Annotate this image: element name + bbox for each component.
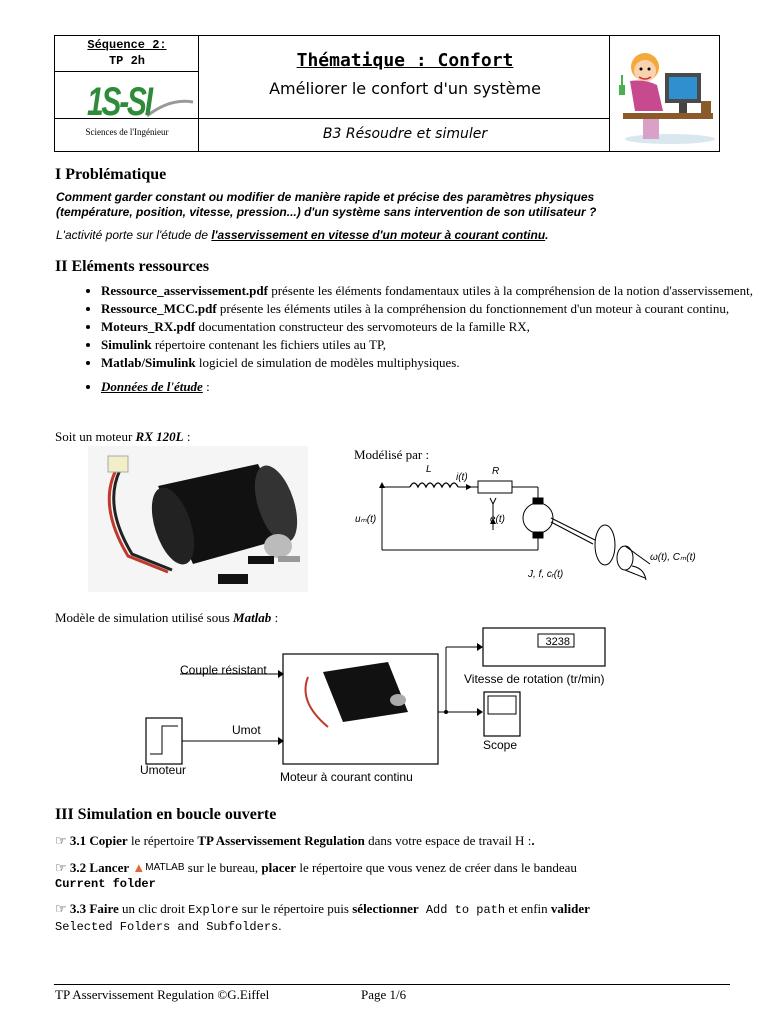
circuit-e-label: e(t) bbox=[490, 514, 505, 525]
list-item: • Données de l'étude : bbox=[101, 379, 761, 395]
logo-text: 1S-SI bbox=[87, 80, 151, 124]
sim-intro: Modèle de simulation utilisé sous Matlab : bbox=[55, 610, 279, 625]
motor-intro: Soit un moteur RX 120L : bbox=[55, 429, 191, 444]
list-item: • Moteurs_RX.pdf documentation constructeur des servomoteurs de la famille RX, bbox=[101, 319, 761, 335]
step-block-label: Umoteur bbox=[140, 763, 187, 777]
header-table bbox=[54, 35, 720, 152]
speed-display-value: 3238 bbox=[545, 636, 570, 648]
couple-label: Couple résistant bbox=[180, 663, 267, 677]
resource-list bbox=[55, 283, 761, 397]
list-item: • Ressource_asservissement.pdf présente les éléments fondamentaux utiles à la compréhension de la notion d'asservissement, bbox=[101, 283, 761, 299]
circuit-i-label: i(t) bbox=[456, 472, 468, 483]
motor-block-label: Moteur à courant continu bbox=[280, 770, 413, 784]
section1-title: I Problématique bbox=[55, 166, 167, 183]
step-3-1: ☞ 3.1 Copier le répertoire TP Asservissement Regulation dans votre espace de travail H :. bbox=[55, 833, 535, 848]
list-item: • Matlab/Simulink logiciel de simulation de modèles multiphysiques. bbox=[101, 355, 761, 371]
model-label: Modélisé par : bbox=[354, 447, 430, 462]
activity-statement: L'activité porte sur l'étude de l'asservissement en vitesse d'un moteur à courant continu. bbox=[56, 228, 549, 242]
footer-title: TP Asservissement Regulation ©G.Eiffel bbox=[55, 987, 270, 1002]
problem-question: Comment garder constant ou modifier de manière rapide et précise des paramètres physiques (température, position, vitesse, pression...) d'un système sans intervention de son utilisateur ? bbox=[56, 190, 597, 219]
duration-label: TP 2h bbox=[108, 54, 145, 68]
step-3-2: ☞ 3.2 Lancer ▲$^{MATLAB}$ sur le bureau, placer le répertoire que vous venez de créer dans le bandeau Current folder bbox=[55, 860, 577, 891]
sequence-label: Séquence 2: bbox=[87, 38, 167, 52]
circuit-omega-label: ω(t), Cₘ(t) bbox=[650, 552, 696, 563]
motor-circuit-diagram bbox=[350, 460, 720, 590]
list-item: • Simulink répertoire contenant les fichiers utiles au TP, bbox=[101, 337, 761, 353]
woman-at-computer-illustration bbox=[615, 41, 717, 147]
page-number: Page 1/6 bbox=[361, 987, 407, 1002]
umot-label: Umot bbox=[232, 723, 261, 737]
list-item: • Ressource_MCC.pdf présente les éléments utiles à la compréhension du fonctionnement d'un moteur à courant continu, bbox=[101, 301, 761, 317]
motor-photo bbox=[88, 446, 308, 592]
matlab-wordmark: MATLAB bbox=[145, 862, 185, 873]
theme-title: Thématique : Confort bbox=[296, 50, 514, 71]
section2-title: II Eléments ressources bbox=[55, 258, 210, 275]
scope-label: Scope bbox=[483, 738, 518, 752]
hand-pointer-icon: ☞ bbox=[55, 860, 67, 875]
theme-subtitle: Améliorer le confort d'un système bbox=[269, 79, 541, 98]
circuit-R-label: R bbox=[492, 466, 500, 477]
matlab-logo-icon: ▲ bbox=[132, 860, 146, 875]
circuit-jfc-label: J, f, cᵣ(t) bbox=[528, 569, 564, 580]
hand-pointer-icon: ☞ bbox=[55, 833, 67, 848]
footer-rule bbox=[54, 984, 730, 985]
simulink-model-diagram bbox=[138, 622, 628, 792]
section3-title: III Simulation en boucle ouverte bbox=[55, 806, 277, 823]
speed-display-label: Vitesse de rotation (tr/min) bbox=[464, 672, 605, 686]
logo-swoosh-icon bbox=[145, 96, 195, 118]
circuit-L-label: L bbox=[426, 464, 432, 475]
logo-subtitle: Sciences de l'Ingénieur bbox=[85, 127, 169, 137]
skill-label: B3 Résoudre et simuler bbox=[322, 126, 488, 142]
hand-pointer-icon: ☞ bbox=[55, 901, 67, 916]
step-3-3: ☞ 3.3 Faire un clic droit Explore sur le répertoire puis sélectionner Add to path et enfin valider Selected Folders and Subfolders. bbox=[55, 901, 590, 934]
circuit-um-label: uₘ(t) bbox=[355, 514, 377, 525]
